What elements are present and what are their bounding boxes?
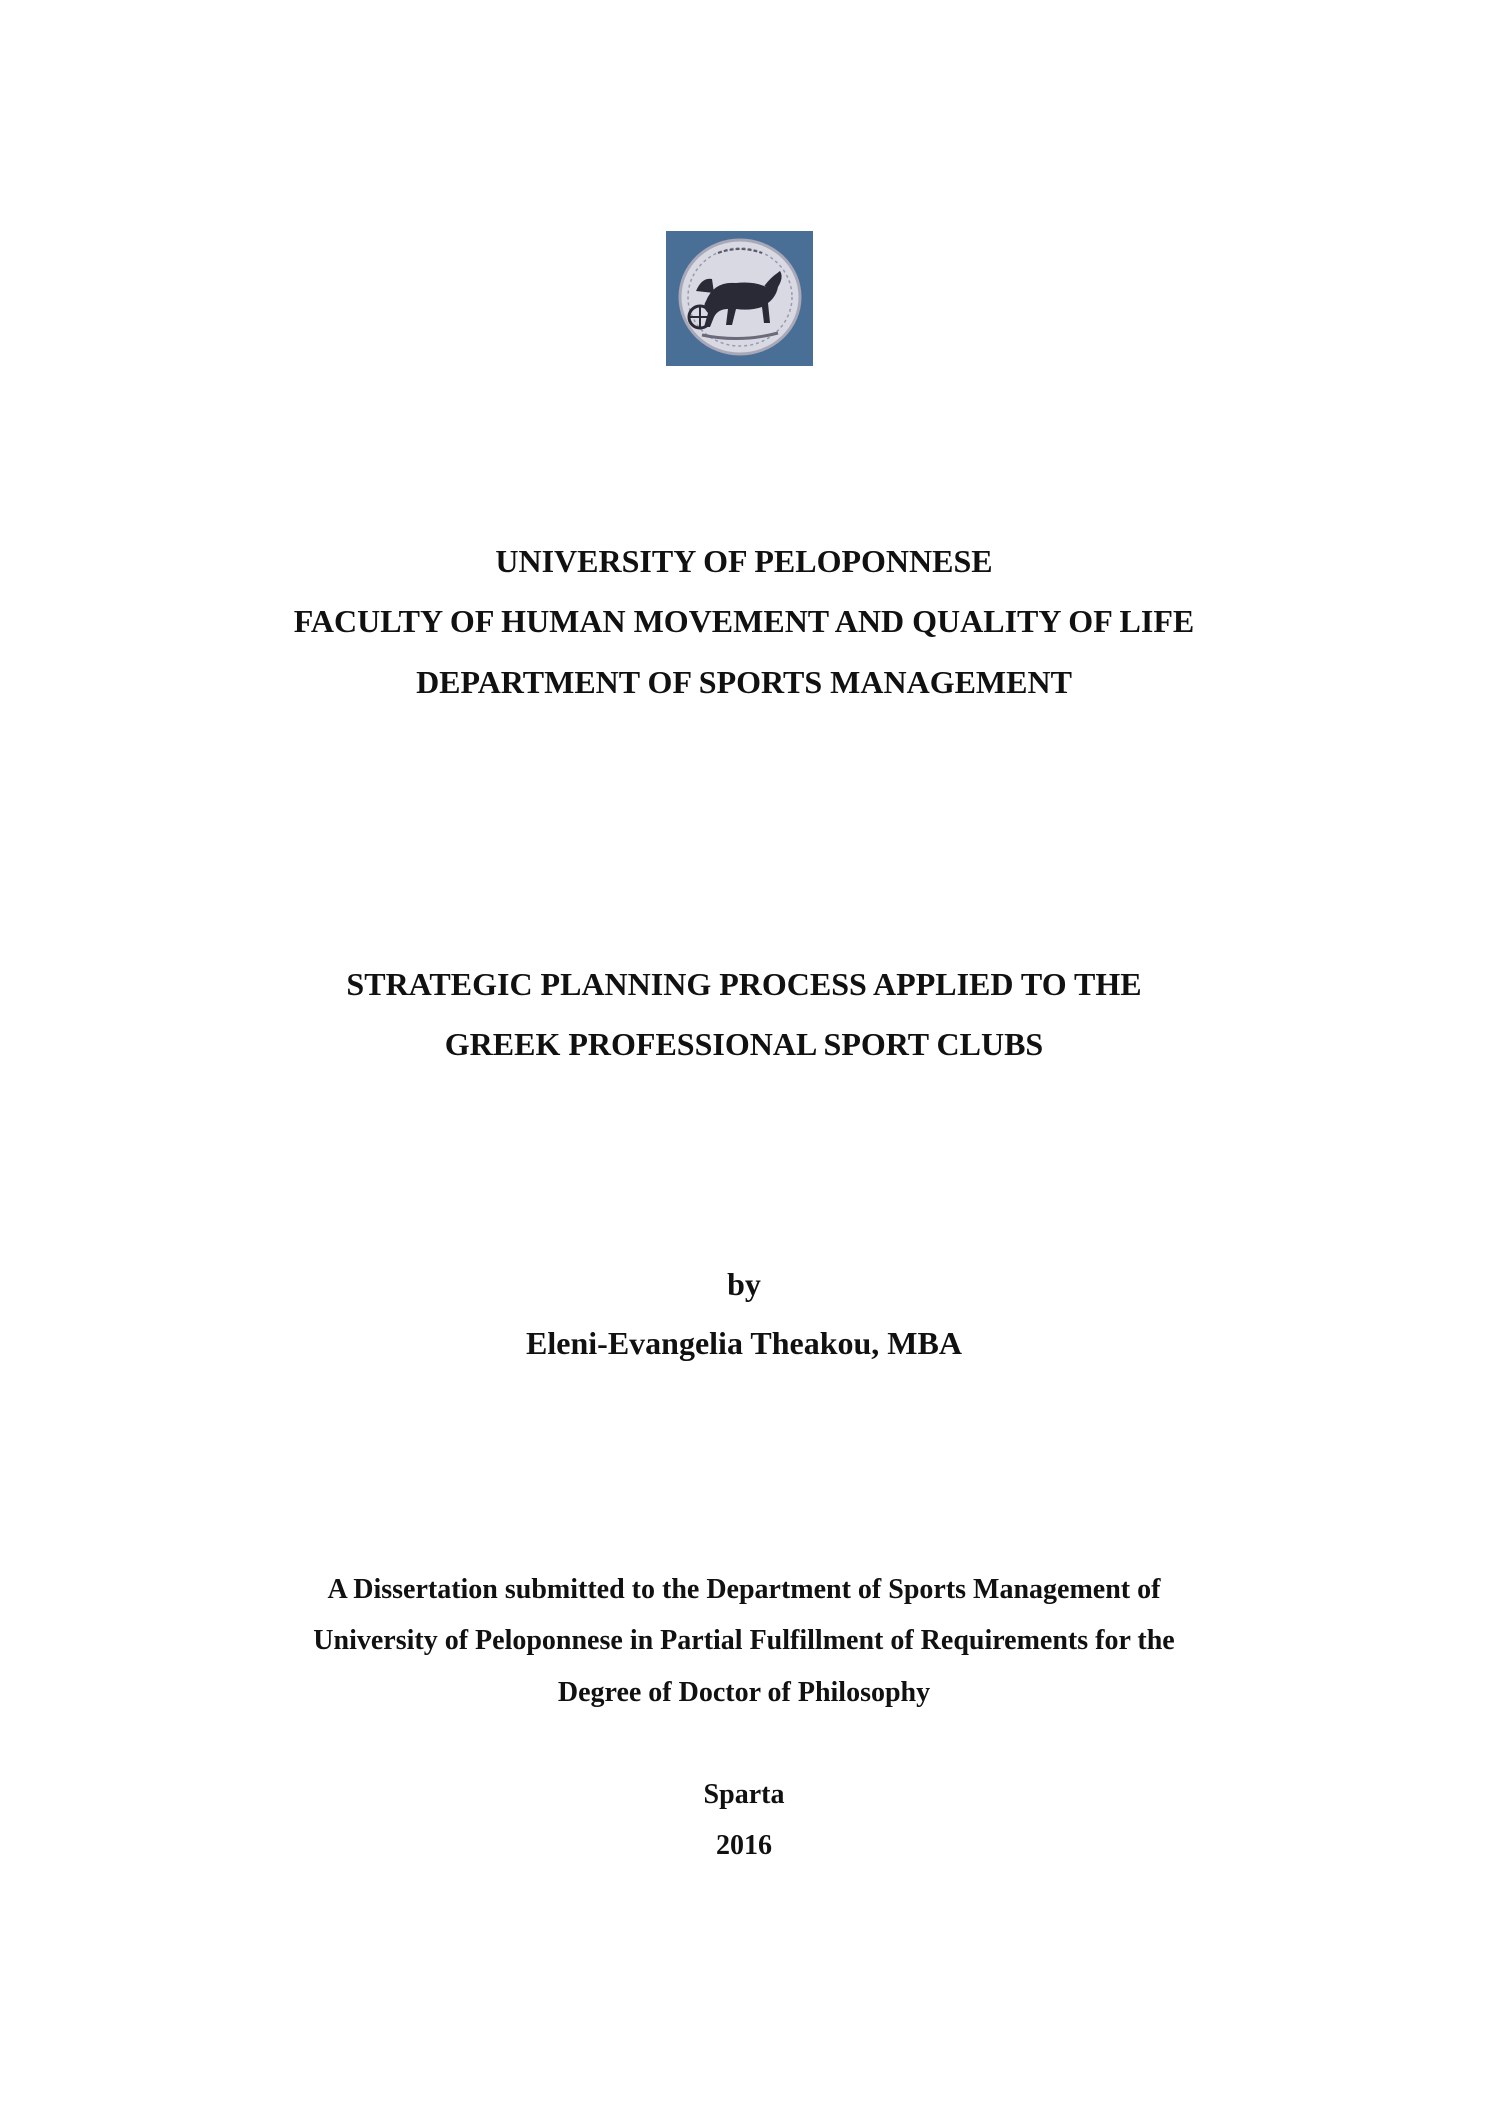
statement-line-3: Degree of Doctor of Philosophy: [557, 1677, 931, 1708]
year: 2016: [716, 1830, 772, 1861]
dissertation-title-line-1: STRATEGIC PLANNING PROCESS APPLIED TO THE: [346, 966, 1142, 1002]
statement-line-1: A Dissertation submitted to the Department of Sports Management of: [327, 1574, 1161, 1605]
author-by: by: [727, 1266, 761, 1302]
place: Sparta: [703, 1779, 785, 1810]
statement-line-2: University of Peloponnese in Partial Fulfillment of Requirements for the: [313, 1625, 1175, 1656]
author-name: Eleni-Evangelia Theakou, MBA: [526, 1325, 962, 1361]
faculty-name: FACULTY OF HUMAN MOVEMENT AND QUALITY OF LIFE: [293, 603, 1195, 639]
dissertation-title-line-2: GREEK PROFESSIONAL SPORT CLUBS: [444, 1026, 1044, 1062]
department-name: DEPARTMENT OF SPORTS MANAGEMENT: [416, 664, 1072, 700]
university-seal-icon: [666, 231, 813, 366]
university-name: UNIVERSITY OF PELOPONNESE: [495, 543, 993, 579]
